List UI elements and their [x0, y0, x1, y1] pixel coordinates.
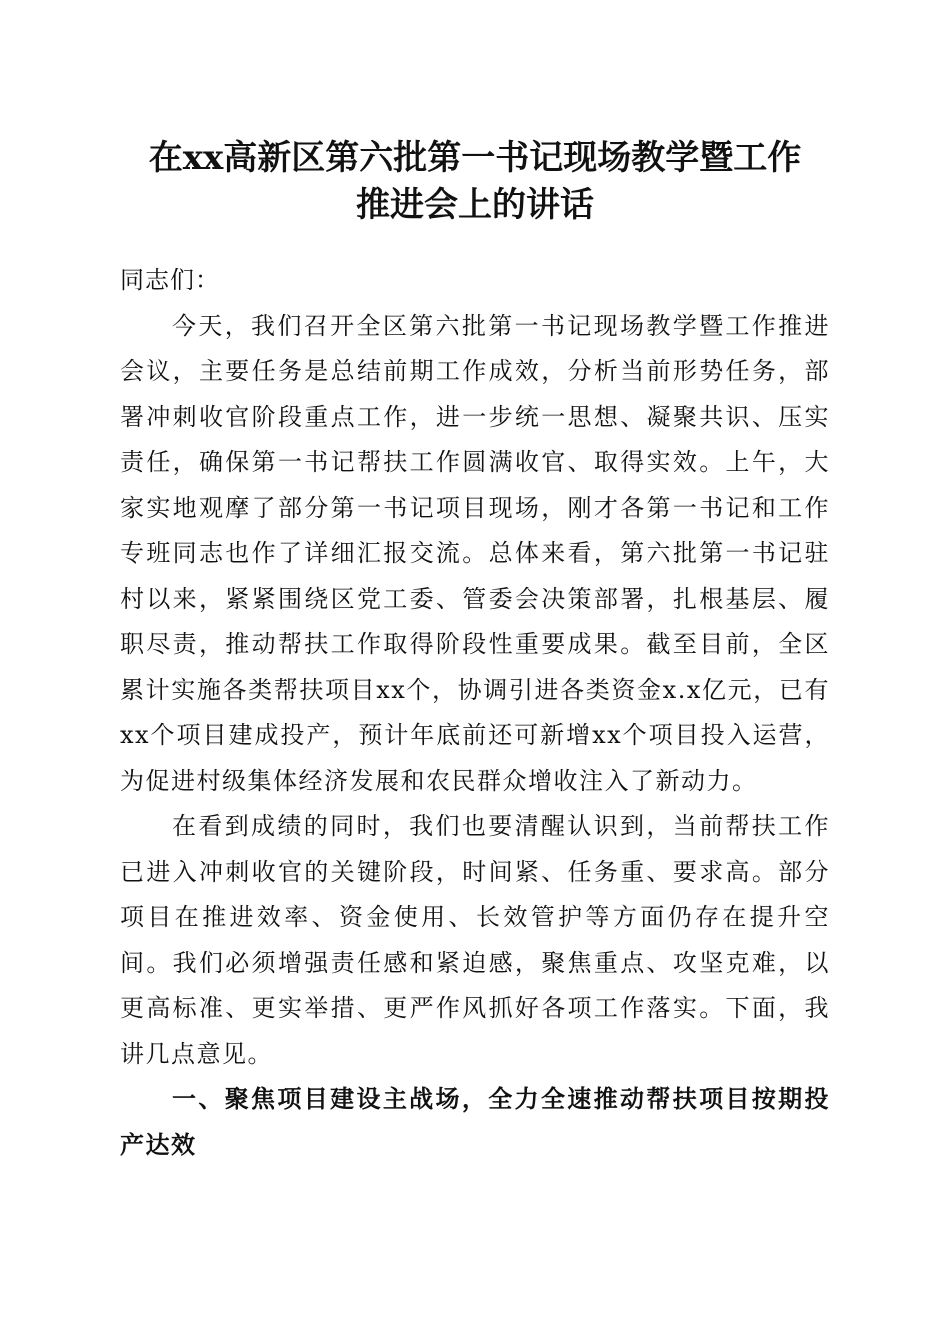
paragraph-1: 今天，我们召开全区第六批第一书记现场教学暨工作推进会议，主要任务是总结前期工作成效，分析当前形势任务，部署冲刺收官阶段重点工作，进一步统一思想、凝聚共识、压实责任，确保第一书记帮扶工作圆满收官、取得实效。上午，大家实地观摩了部分第一书记项目现场，刚才各第一书记和工作专班同志也作了详细汇报交流。总体来看，第六批第一书记驻村以来，紧紧围绕区党工委、管委会决策部署，扎根基层、履职尽责，推动帮扶工作取得阶段性重要成果。截至目前，全区累计实施各类帮扶项目xx个，协调引进各类资金x.x亿元，已有xx个项目建成投产，预计年底前还可新增xx个项目投入运营，为促进村级集体经济发展和农民群众增收注入了新动力。 — [120, 311, 830, 795]
section-heading-1: 一、聚焦项目建设主战场，全力全速推动帮扶项目按期投产达效 — [120, 1085, 830, 1159]
title-line-1: 在xx高新区第六批第一书记现场教学暨工作 — [148, 138, 802, 178]
salutation: 同志们： — [120, 266, 220, 294]
paragraph-2: 在看到成绩的同时，我们也要清醒认识到，当前帮扶工作已进入冲刺收官的关键阶段，时间紧、任务重、要求高。部分项目在推进效率、资金使用、长效管护等方面仍存在提升空间。我们必须增强责任感和紧迫感，聚焦重点、攻坚克难，以更高标准、更实举措、更严作风抓好各项工作落实。下面，我讲几点意见。 — [120, 812, 830, 1068]
document-title — [100, 135, 850, 229]
title-line-2: 推进会上的讲话 — [356, 185, 594, 225]
document-body — [120, 258, 830, 1168]
